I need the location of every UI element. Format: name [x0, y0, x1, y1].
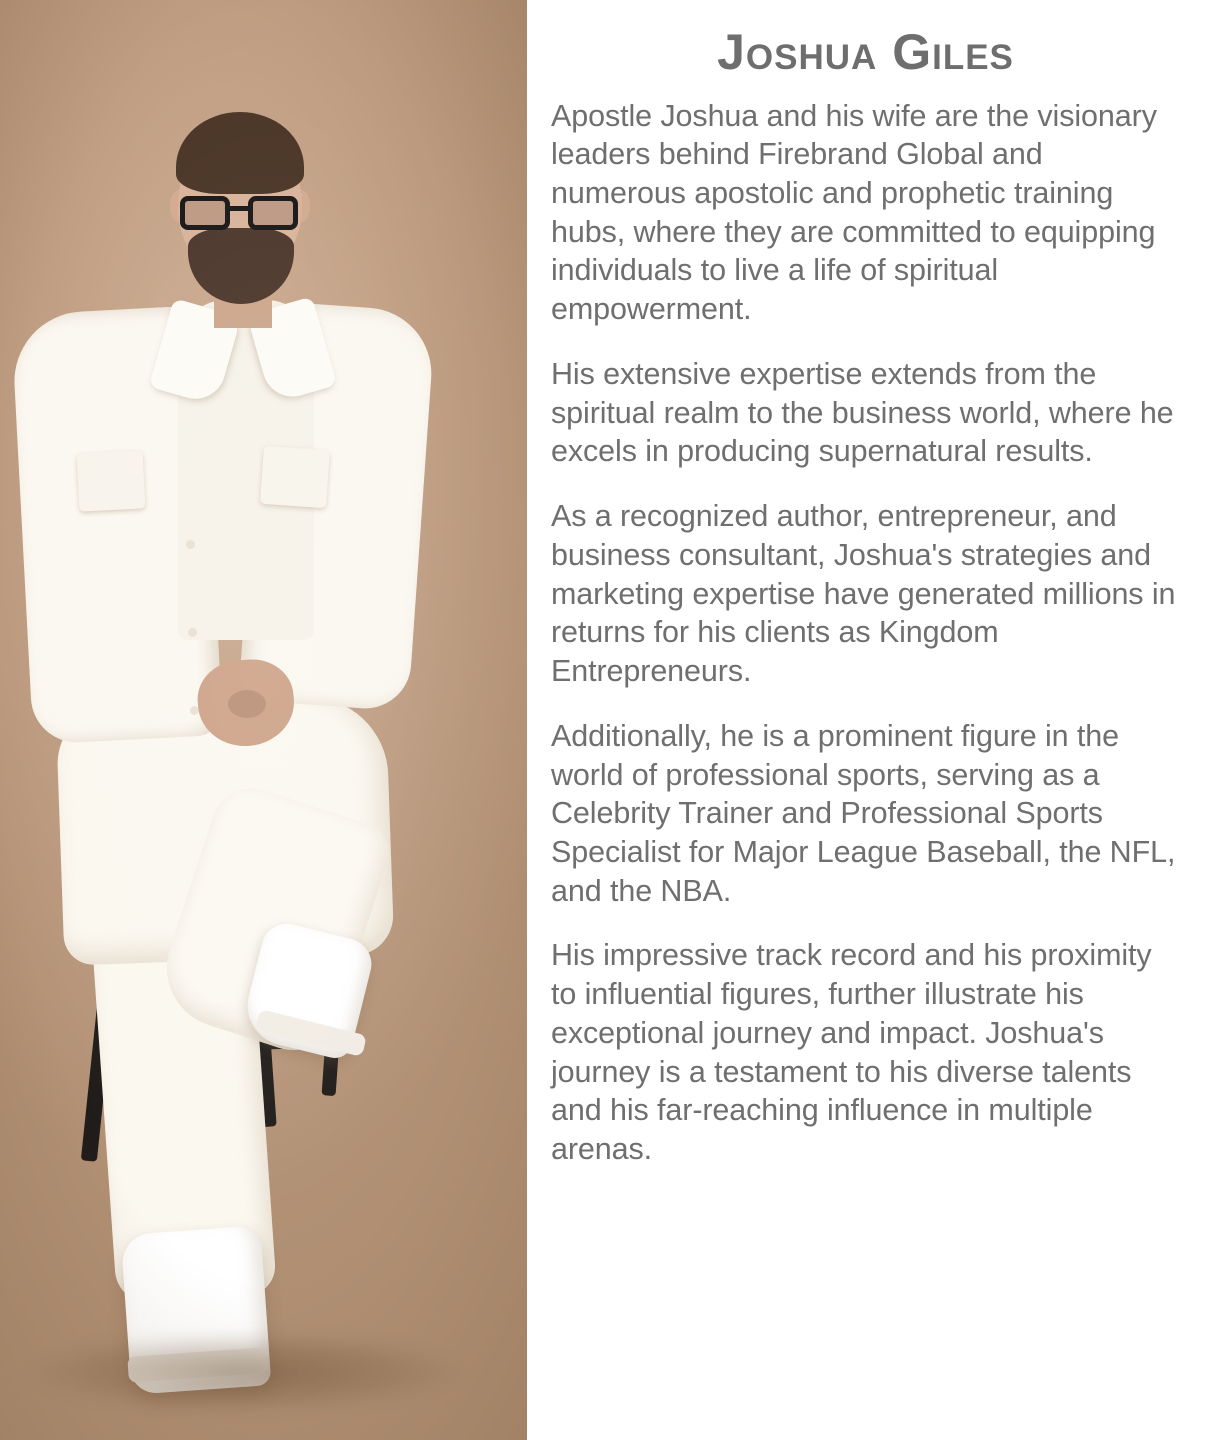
bio-text — [551, 97, 1180, 1169]
bio-paragraph: Apostle Joshua and his wife are the visionary leaders behind Firebrand Global and numerous apostolic and prophetic training hubs, where they are committed to equipping individuals to live a life of spiritual empowerment. — [551, 98, 1157, 327]
bio-panel — [527, 0, 1216, 1440]
bio-paragraph: His extensive expertise extends from the spiritual realm to the business world, where he excels in producing supernatural results. — [551, 356, 1174, 469]
bio-paragraph: As a recognized author, entrepreneur, and business consultant, Joshua's strategies and marketing expertise have generated millions in returns for his clients as Kingdom Entrepreneurs. — [551, 499, 1176, 689]
bio-paragraph: His impressive track record and his proximity to influential figures, further illustrate his exceptional journey and impact. Joshua's journey is a testament to his diverse talents and his far-reaching influence in multiple arenas. — [551, 938, 1152, 1167]
page-title: Joshua Giles — [717, 24, 1014, 80]
portrait-image — [0, 0, 527, 1440]
bio-paragraph: Additionally, he is a prominent figure in the world of professional sports, serving as a Celebrity Trainer and Professional Sports Specialist for Major League Baseball, the NFL, and the NBA. — [551, 718, 1176, 908]
portrait-vignette — [0, 0, 527, 1440]
